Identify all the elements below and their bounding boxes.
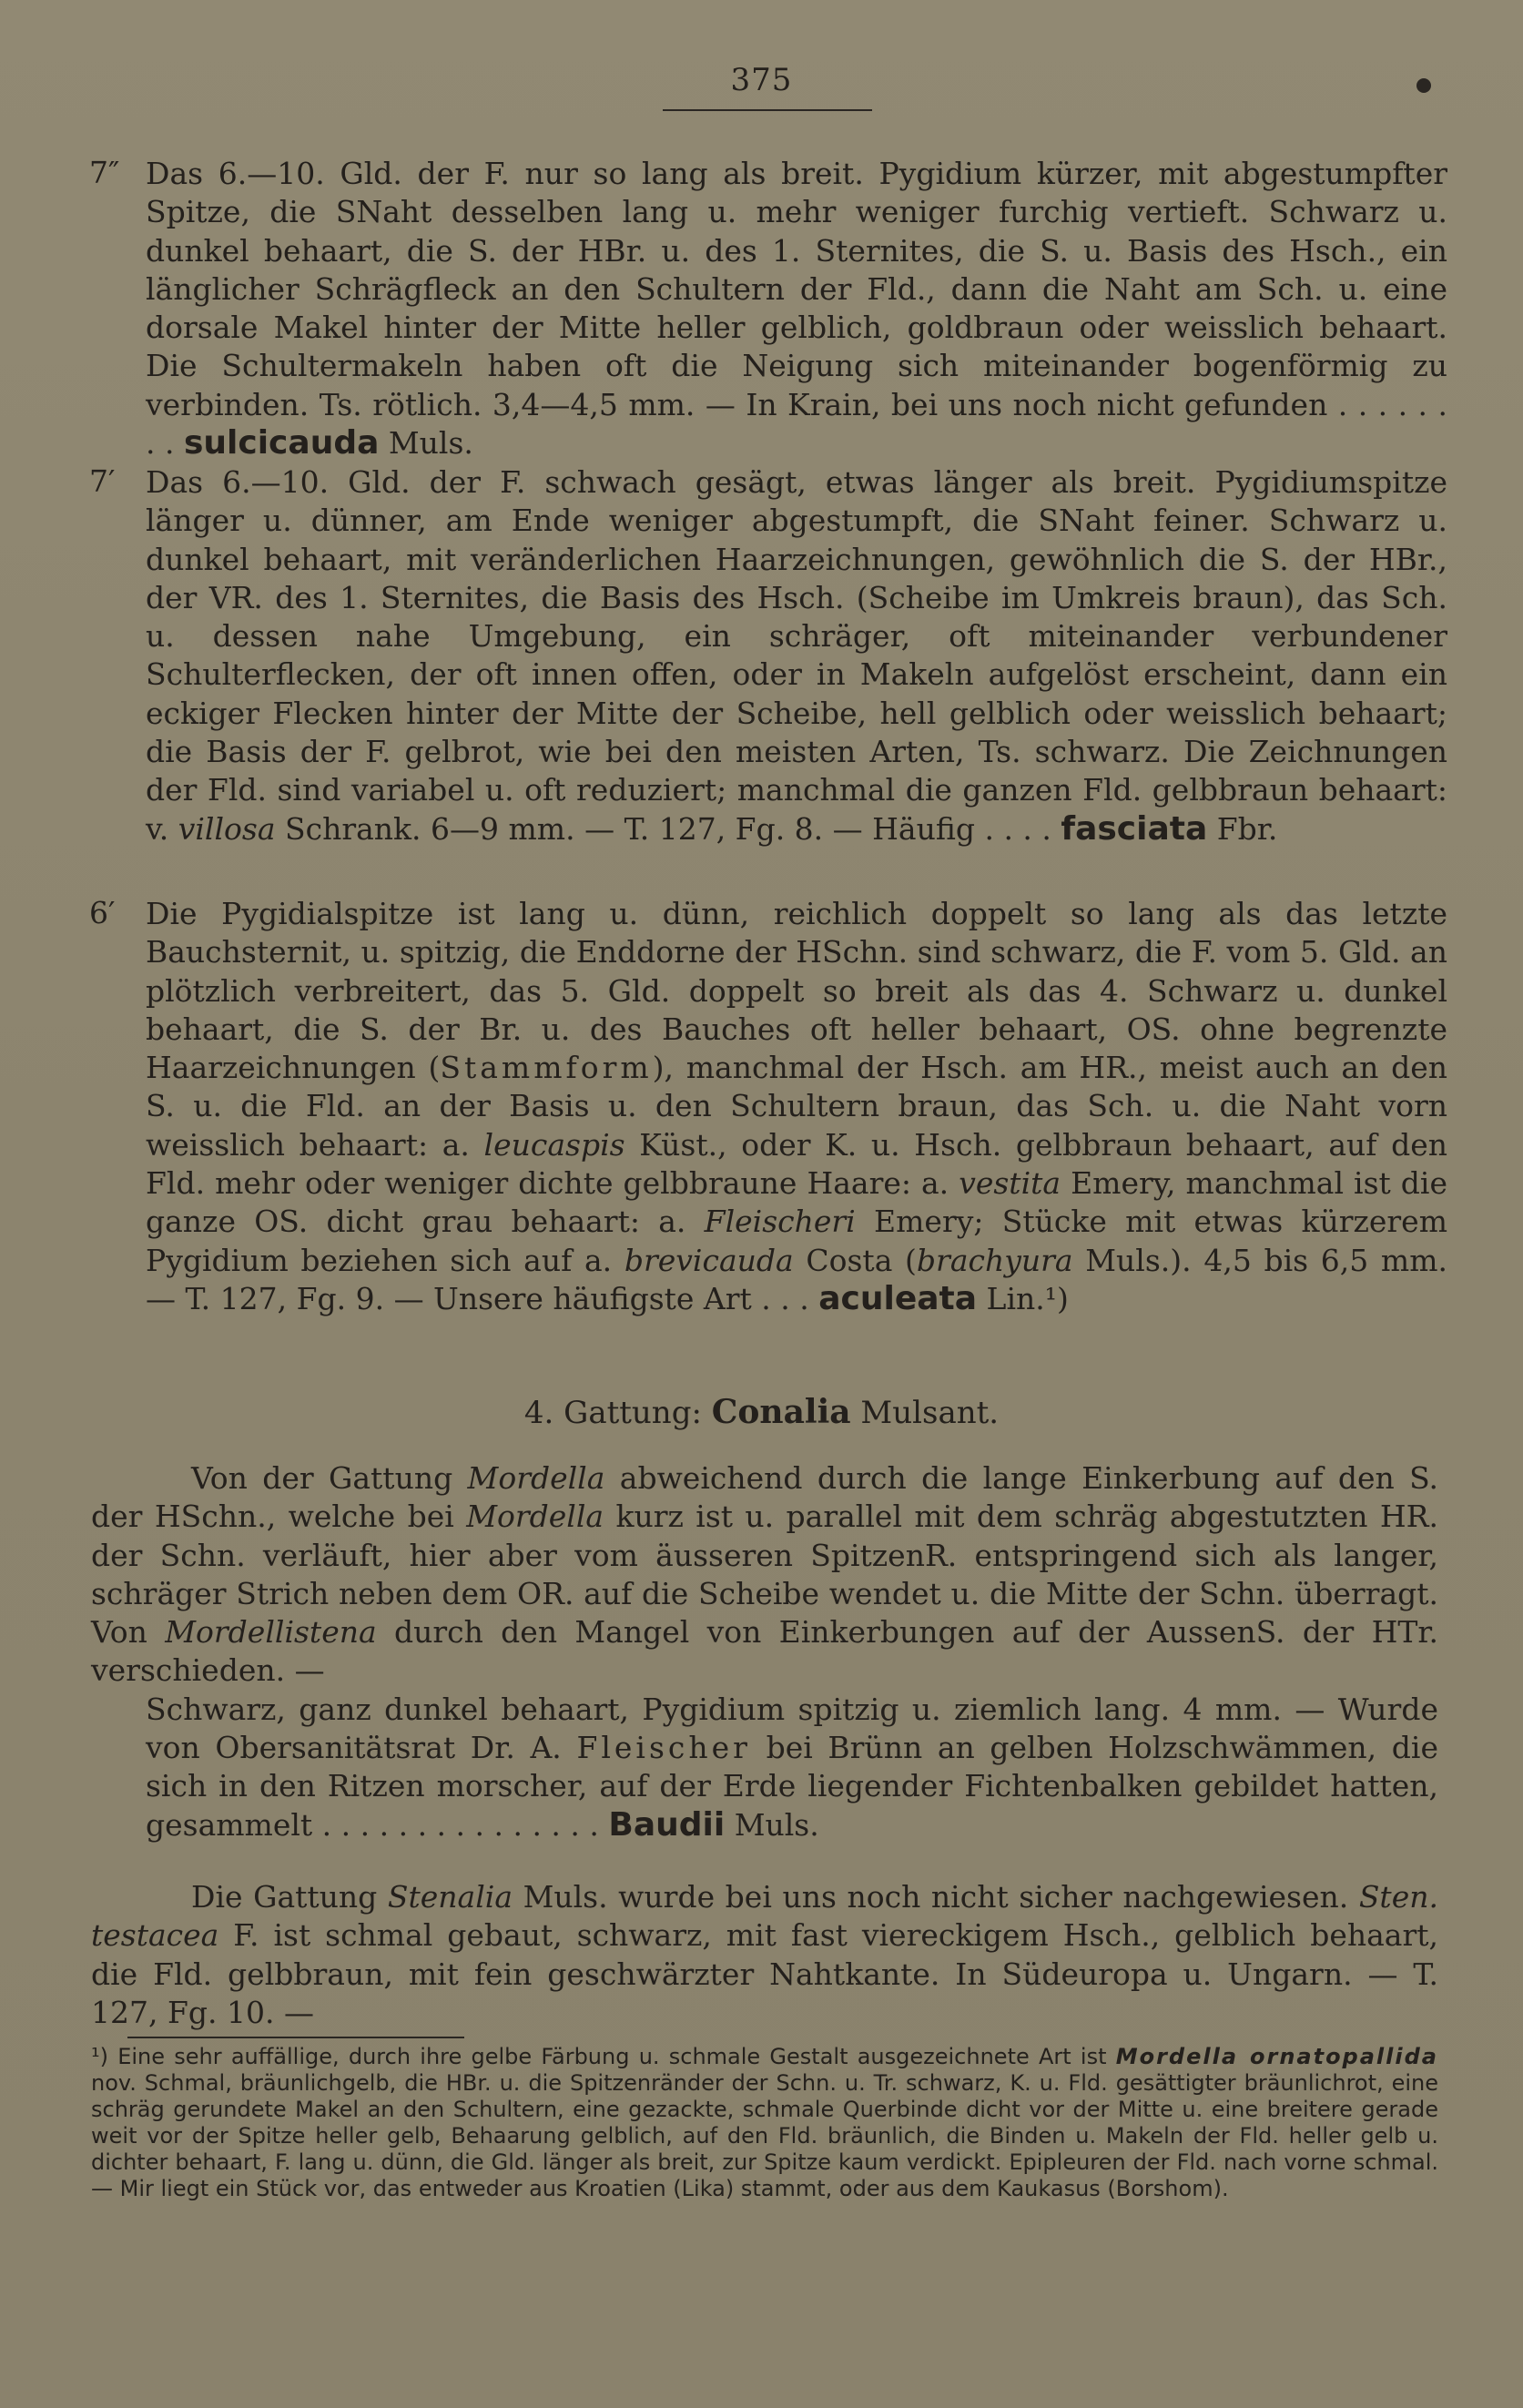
text-segment: abweichend durch die lange Einkerbung auf den S. der HSchn., welche bei <box>91 1460 1438 1535</box>
key-entry-aculeata <box>146 895 1447 1318</box>
collector-name: Fleischer <box>576 1730 751 1766</box>
footnote-rule <box>127 2037 464 2038</box>
text-segment: ¹) Eine sehr auffällige, durch ihre gelbe Färbung u. schmale Gestalt ausgezeichnete Art ist <box>91 2044 1107 2069</box>
key-number-7-double-prime: 7″ <box>89 155 120 190</box>
aberration-name: vestita <box>959 1165 1061 1202</box>
species-author: Fbr. <box>1216 810 1278 847</box>
species-ref: Sten. testacea <box>91 1879 1438 1954</box>
text-segment: F. ist schmal gebaut, schwarz, mit fast viereckigem Hsch., gelblich behaart, die Fld. gelbbraun, mit fein geschwärzter Nahtkante. In Südeuropa u. Ungarn. — T. 127, Fg. 10. — <box>91 1917 1439 2030</box>
species-description-baudii <box>91 1691 1438 1844</box>
variety-name: villosa <box>178 810 276 847</box>
entry-text <box>146 895 1447 1318</box>
genus-ref: Mordellistena <box>165 1614 377 1651</box>
genus-author: Mulsant. <box>860 1395 1000 1431</box>
aberration-name: leucaspis <box>483 1126 625 1163</box>
species-author: Muls. <box>734 1806 819 1843</box>
species-name: fasciata <box>1061 809 1208 848</box>
entry-description: Das 6.—10. Gld. der F. nur so lang als breit. Pygidium kürzer, mit abgestumpfter Spitze, die SNaht desselben lang u. mehr weniger furchig vertieft. Schwarz u. dunkel behaart, die S. der HBr. u. des 1. Sternites, die S. u. Basis des Hsch., ein länglicher Schrägfleck an den Schultern der Fld., dann die Naht am Sch. u. eine dorsale Makel hinter der Mitte heller gelblich, goldbraun oder weisslich behaart. Die Schultermakeln haben oft die Neigung sich miteinander bogenförmig zu verbinden. Ts. rötlich. 3,4—4,5 mm. — In Krain, bei uns noch nicht gefunden . . . . . . . . <box>146 156 1447 462</box>
text-segment: Emery, manchmal ist die ganze OS. dicht grau behaart: a. <box>146 1165 1447 1240</box>
text-segment: Muls.). 4,5 bis 6,5 mm. — T. 127, Fg. 9. — Unsere häufigste Art . . . <box>146 1242 1448 1316</box>
synonym-name: brachyura <box>916 1242 1073 1278</box>
species-name: aculeata <box>818 1279 978 1317</box>
genus-ref: Mordella <box>466 1499 604 1535</box>
text-segment: Emery; Stücke mit etwas kürzerem Pygidium beziehen sich auf a. <box>146 1204 1447 1278</box>
key-number-6-prime: 6′ <box>89 895 116 930</box>
new-species-name: Mordella ornatopallida <box>1115 2044 1438 2069</box>
text-segment: nov. Schmal, bräunlichgelb, die HBr. u. die Spitzenränder der Schn. u. Tr. schwarz, K. u. Fld. gesättigter bräunlichrot, eine schräg gerundete Makel an den Schultern, eine gezackte, schmale Querbinde dicht vor der Mitte u. eine breitere gerade weit vor der Spitze heller gelb, Behaarung gelblich, auf den Fld. bräunlich, die Binden u. Makeln der Fld. heller gelb u. dichter behaart, F. lang u. dünn, die Gld. länger als breit, zur Spitze kaum verdickt. Epipleuren der Fld. nach vorne schmal. — Mir liegt ein Stück vor, das entweder aus Kroatien (Lika) stammt, oder aus dem Kaukasus (Borshom). <box>91 2070 1438 2201</box>
genus-description <box>91 1459 1438 1844</box>
text-segment: Die Gattung <box>191 1879 378 1915</box>
aberration-name: Fleischeri <box>704 1204 856 1240</box>
ink-dot <box>1416 78 1431 93</box>
entry-description: Das 6.—10. Gld. der F. schwach gesägt, etwas länger als breit. Pygidiumspitze länger u. dünner, am Ende weniger abgestumpft, die SNaht feiner. Schwarz u. dunkel behaart, mit veränderlichen Haarzeichnungen, gewöhnlich die S. der HBr., der VR. des 1. Sternites, die Basis des Hsch. (Scheibe im Umkreis braun), das Sch. u. dessen nahe Umgebung, ein schräger, oft miteinander verbundener Schulterflecken, der oft innen offen, oder in Makeln aufgelöst erscheint, dann ein eckiger Flecken hinter der Mitte der Scheibe, hell gelblich oder weisslich behaart; die Basis der F. gelbrot, wie bei den meisten Arten, Ts. schwarz. Die Zeichnungen der Fld. sind variabel u. oft reduziert; manchmal die ganzen Fld. gelbbraun behaart: v. <box>146 464 1447 847</box>
genus-ref: Stenalia <box>387 1879 513 1915</box>
genus-ref: Mordella <box>467 1460 605 1496</box>
species-author: Lin.¹) <box>986 1280 1069 1316</box>
text-segment: Costa ( <box>806 1242 917 1278</box>
text-segment: Muls. wurde bei uns noch nicht sicher nachgewiesen. <box>523 1879 1349 1915</box>
genus-heading <box>0 1393 1523 1431</box>
species-author: Muls. <box>388 425 473 462</box>
text-segment: Die Pygidialspitze ist lang u. dünn, reichlich doppelt so lang als das letzte Bauchsternit, u. spitzig, die Enddorne der HSchn. sind schwarz, die F. vom 5. Gld. an plötzlich verbreitert, das 5. Gld. doppelt so breit als das 4. Schwarz u. dunkel behaart, die S. der Br. u. des Bauches oft heller behaart, OS. ohne begrenzte Haarzeichnungen ( <box>146 896 1447 1086</box>
entry-text <box>146 463 1447 848</box>
page-number-rule <box>663 109 872 111</box>
entry-text <box>146 155 1447 462</box>
heading-prefix: 4. Gattung: <box>523 1395 702 1431</box>
key-entry-sulcicauda <box>146 155 1447 462</box>
spaced-term: Stammform <box>440 1050 653 1086</box>
key-entry-fasciata <box>146 463 1447 848</box>
text-segment: ), manchmal der Hsch. am HR., meist auch an den S. u. die Fld. an der Basis u. den Schultern braun, das Sch. u. die Naht vorn weisslich behaart: a. <box>146 1050 1447 1163</box>
text-segment: Küst., oder K. u. Hsch. gelbbraun behaart, auf den Fld. mehr oder weniger dichte gelbbraune Haare: a. <box>146 1126 1447 1202</box>
genus-name: Conalia <box>711 1393 851 1431</box>
aberration-name: brevicauda <box>624 1242 794 1278</box>
stenalia-text <box>91 1878 1438 2032</box>
genus-diagnosis <box>91 1459 1438 1691</box>
key-number-7-prime: 7′ <box>89 463 116 499</box>
text-segment: kurz ist u. parallel mit dem schräg abgestutzten HR. der Schn. verläuft, hier aber vom äusseren SpitzenR. entspringend sich als langer, schräger Strich neben dem OR. auf die Scheibe wendet u. die Mitte der Schn. überragt. Von <box>91 1499 1438 1651</box>
text-segment: Von der Gattung <box>191 1460 453 1496</box>
text-segment: bei Brünn an gelben Holzschwämmen, die sich in den Ritzen morscher, auf der Erde liegender Fichtenbalken gebildet hatten, gesammelt . . . . . . . . . . . . . . . <box>146 1730 1438 1843</box>
text-segment: durch den Mangel von Einkerbungen auf der AussenS. der HTr. verschieden. — <box>91 1614 1438 1689</box>
footnote <box>91 2044 1438 2202</box>
species-name: Baudii <box>608 1805 726 1844</box>
entry-description-end: Schrank. 6—9 mm. — T. 127, Fg. 8. — Häufig . . . . <box>285 810 1051 847</box>
species-name: sulcicauda <box>183 424 380 462</box>
page-number: 375 <box>730 62 793 98</box>
stenalia-note <box>91 1878 1438 2032</box>
text-segment: Schwarz, ganz dunkel behaart, Pygidium spitzig u. ziemlich lang. 4 mm. — Wurde von Obersanitätsrat Dr. A. <box>146 1691 1438 1766</box>
